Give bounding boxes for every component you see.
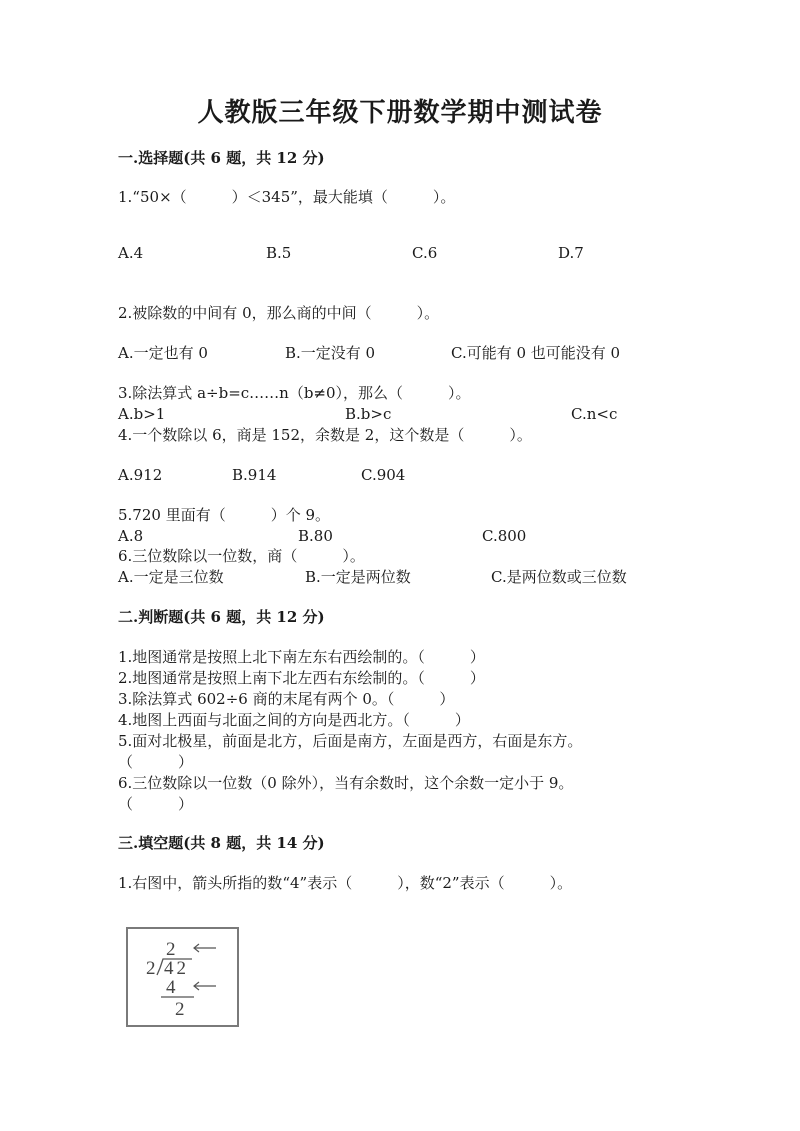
question-5-option-a: A.8 bbox=[118, 527, 144, 545]
question-6-stem: 6.三位数除以一位数，商（ ）。 bbox=[118, 547, 365, 565]
question-5-option-c: C.800 bbox=[482, 527, 527, 545]
question-4-option-b: B.914 bbox=[232, 466, 277, 484]
question-4-option-a: A.912 bbox=[118, 466, 163, 484]
product-digit: 4 bbox=[166, 977, 176, 998]
question-5-stem: 5.720 里面有（ ）个 9。 bbox=[118, 506, 331, 524]
question-3-option-a: A.b>1 bbox=[118, 405, 166, 423]
long-division-diagram bbox=[128, 929, 237, 1025]
question-4-stem: 4.一个数除以 6，商是 152，余数是 2，这个数是（ ）。 bbox=[118, 426, 532, 444]
question-6-option-a: A.一定是三位数 bbox=[118, 568, 224, 586]
question-6-option-b: B.一定是两位数 bbox=[305, 568, 411, 586]
question-1-option-d: D.7 bbox=[558, 244, 584, 262]
question-3-option-b: B.b>c bbox=[345, 405, 392, 423]
section-heading-judgement: 二.判断题(共 6 题，共 12 分) bbox=[118, 608, 325, 626]
question-1-option-b: B.5 bbox=[266, 244, 292, 262]
judgement-item: 3.除法算式 602÷6 商的末尾有两个 0。（ ） bbox=[118, 690, 455, 708]
question-2-option-a: A.一定也有 0 bbox=[118, 344, 208, 362]
section-heading-fill-in: 三.填空题(共 8 题，共 14 分) bbox=[118, 834, 325, 852]
question-1-option-c: C.6 bbox=[412, 244, 438, 262]
question-5-option-b: B.80 bbox=[298, 527, 333, 545]
judgement-item: 2.地图通常是按照上南下北左西右东绘制的。（ ） bbox=[118, 669, 485, 687]
question-6-option-c: C.是两位数或三位数 bbox=[491, 568, 627, 586]
judgement-item: 6.三位数除以一位数（0 除外），当有余数时，这个余数一定小于 9。 bbox=[118, 774, 574, 792]
judgement-item: 1.地图通常是按照上北下南左东右西绘制的。（ ） bbox=[118, 648, 485, 666]
page-title: 人教版三年级下册数学期中测试卷 bbox=[197, 98, 603, 128]
question-2-option-b: B.一定没有 0 bbox=[285, 344, 376, 362]
fill-in-question-1: 1.右图中，箭头所指的数“4”表示（ ），数“2”表示（ ）。 bbox=[118, 874, 573, 892]
remainder-digit: 2 bbox=[175, 999, 185, 1020]
judgement-item: 5.面对北极星，前面是北方，后面是南方，左面是西方，右面是东方。 bbox=[118, 732, 583, 750]
section-heading-choice: 一.选择题(共 6 题，共 12 分) bbox=[118, 149, 325, 167]
judgement-answer-blank: （ ） bbox=[118, 753, 194, 771]
judgement-item: 4.地图上西面与北面之间的方向是西北方。（ ） bbox=[118, 711, 470, 729]
question-1-option-a: A.4 bbox=[118, 244, 144, 262]
question-2-option-c: C.可能有 0 也可能没有 0 bbox=[451, 344, 621, 362]
question-2-stem: 2.被除数的中间有 0，那么商的中间（ ）。 bbox=[118, 304, 440, 322]
divisor-digit: 2 bbox=[146, 958, 156, 979]
question-3-option-c: C.n<c bbox=[571, 405, 618, 423]
question-1-stem: 1.“50×（ ）＜345”，最大能填（ ）。 bbox=[118, 188, 456, 206]
judgement-answer-blank: （ ） bbox=[118, 795, 194, 813]
question-4-option-c: C.904 bbox=[361, 466, 406, 484]
long-division-figure bbox=[126, 927, 239, 1027]
question-3-stem: 3.除法算式 a÷b=c……n（b≠0），那么（ ）。 bbox=[118, 384, 471, 402]
quotient-digit: 2 bbox=[166, 939, 176, 960]
dividend-digits: 42 bbox=[164, 958, 189, 979]
